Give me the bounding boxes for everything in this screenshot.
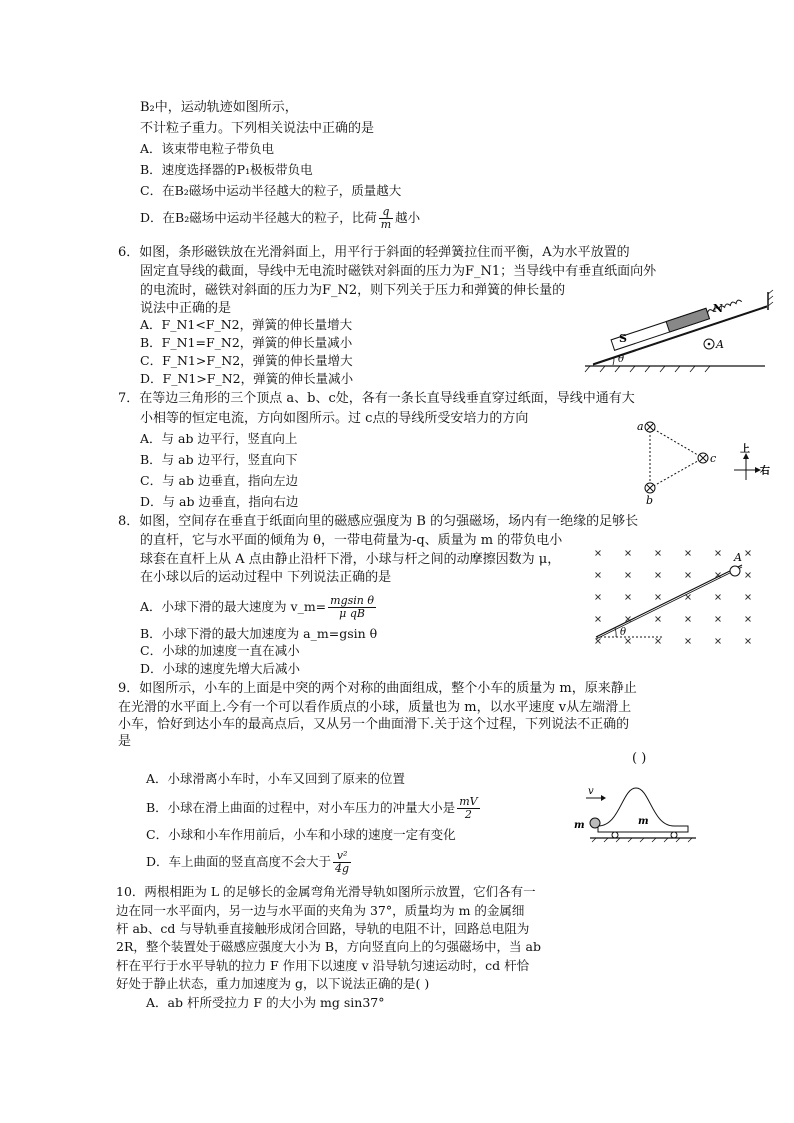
field-into-page-cross-icon xyxy=(656,617,661,622)
field-into-page-cross-icon xyxy=(716,639,721,644)
q5-charge-mass-fraction: $\frac{q}{m}$ xyxy=(380,205,392,231)
q9-height-fraction: $\frac{\text{v²}}{4g}$ xyxy=(335,849,350,875)
q7-fig-label-c: c xyxy=(710,452,717,465)
q7-figure-triangle xyxy=(634,418,784,508)
q6-fig-label-a: A xyxy=(716,338,724,351)
field-into-page-cross-icon xyxy=(746,595,751,600)
field-into-page-cross-icon xyxy=(686,617,691,622)
q10-line2: 边在同一水平面内，另一边与水平面的夹角为 37°，质量均为 m 的金属细 xyxy=(116,903,525,918)
q7-option-a: A．与 ab 边平行，竖直向上 xyxy=(140,431,298,446)
q6-line1: 6．如图，条形磁铁放在光滑斜面上，用平行于斜面的轻弹簧拉住而平衡，A为水平放置的 xyxy=(118,245,630,260)
q7-fig-label-b: b xyxy=(646,494,654,507)
q9-option-c: C．小球和小车作用前后，小车和小球的速度一定有变化 xyxy=(146,827,456,842)
q9-line2: 在光滑的水平面上.今有一个可以看作质点的小球，质量也为 m，以水平速度 v从左端滑上 xyxy=(118,700,632,715)
q7-option-d: D．与 ab 边垂直，指向右边 xyxy=(140,494,299,509)
q10-line4: 2R，整个装置处于磁感应强度大小为 B，方向竖直向上的匀强磁场中，当 ab xyxy=(116,939,541,954)
q8-line3: 球套在直杆上从 A 点由静止沿杆下滑，小球与杆之间的动摩擦因数为 μ， xyxy=(140,552,561,567)
q9-fig-label-m-ball: m xyxy=(574,820,585,831)
q8-option-d: D．小球的速度先增大后减小 xyxy=(140,661,301,676)
q10-line3: 杆 ab、cd 与导轨垂直接触形成闭合回路，导轨的电阻不计，回路总电阻为 xyxy=(116,921,530,936)
q7-line1: 7．在等边三角形的三个顶点 a、b、c处，各有一条长直导线垂直穿过纸面，导线中通有大 xyxy=(118,391,635,406)
q7-line2: 小相等的恒定电流，方向如图所示。过 c点的导线所受安培力的方向 xyxy=(140,411,529,426)
q5-option-b: B．速度选择器的P₁极板带负电 xyxy=(140,162,313,177)
q9-impulse-fraction: $\frac{mV}{2}$ xyxy=(459,795,478,821)
field-into-page-cross-icon xyxy=(626,551,631,556)
q6-option-a: A．F_N1<F_N2，弹簧的伸长量增大 xyxy=(140,317,353,332)
q9-option-d xyxy=(146,850,353,875)
q6-option-b: B．F_N1=F_N2，弹簧的伸长量减小 xyxy=(140,335,353,350)
q7-fig-label-a: a xyxy=(637,420,644,433)
q9-option-b xyxy=(146,796,482,821)
q9-line4: 是 xyxy=(118,734,132,749)
q6-option-c: C．F_N1>F_N2，弹簧的伸长量增大 xyxy=(140,353,353,368)
field-into-page-cross-icon xyxy=(596,617,601,622)
field-into-page-cross-icon xyxy=(716,551,721,556)
q5-option-d-suffix: 越小 xyxy=(395,210,421,225)
q6-line2: 固定直导线的截面，导线中无电流时磁铁对斜面的压力为F_N1；当导线中有垂直纸面向外 xyxy=(140,264,657,279)
q8-option-a xyxy=(140,595,378,620)
field-into-page-cross-icon xyxy=(746,617,751,622)
field-into-page-cross-icon xyxy=(686,595,691,600)
q8-option-a-text: A．小球下滑的最大速度为 v_m= xyxy=(140,599,327,614)
q6-option-d: D．F_N1>F_N2，弹簧的伸长量减小 xyxy=(140,371,354,386)
q10-line5: 杆在平行于水平导轨的拉力 F 作用下以速度 v 沿导轨匀速运动时，cd 杆恰 xyxy=(116,958,530,973)
q9-option-d-text: D．车上曲面的竖直高度不会大于 xyxy=(146,854,332,869)
q5-option-d-text: D．在B₂磁场中运动半径越大的粒子，比荷 xyxy=(140,210,377,225)
q6-line4: 说法中正确的是 xyxy=(140,301,232,316)
q8-line4: 在小球以后的运动过程中 下列说法正确的是 xyxy=(140,570,392,585)
q7-option-b: B．与 ab 边平行，竖直向下 xyxy=(140,452,298,467)
field-into-page-cross-icon xyxy=(596,573,601,578)
field-into-page-cross-icon xyxy=(686,551,691,556)
field-into-page-cross-icon xyxy=(626,639,631,644)
q9-line3: 小车，恰好到达小车的最高点后，又从另一个曲面滑下.关于这个过程，下列说法不正确的 xyxy=(118,717,630,732)
q8-line1: 8．如图，空间存在垂直于纸面向里的磁感应强度为 B 的匀强磁场，场内有一绝缘的足够长 xyxy=(118,514,639,529)
field-into-page-cross-icon xyxy=(746,573,751,578)
field-into-page-cross-icon xyxy=(746,551,751,556)
q8-fig-label-theta: θ xyxy=(620,627,627,638)
q10-line1: 10．两根相距为 L 的足够长的金属弯角光滑导轨如图所示放置，它们各有一 xyxy=(116,884,536,899)
q5-option-c: C．在B₂磁场中运动半径越大的粒子，质量越大 xyxy=(140,183,402,198)
field-into-page-cross-icon xyxy=(626,573,631,578)
q5-line1: B₂中，运动轨迹如图所示， xyxy=(140,100,298,115)
q6-figure-magnet-incline xyxy=(585,288,785,372)
field-into-page-cross-icon xyxy=(656,551,661,556)
q10-option-a: A．ab 杆所受拉力 F 的大小为 mg sin37° xyxy=(146,995,385,1010)
q7-direction-axes-icon xyxy=(734,453,761,480)
field-into-page-cross-icon xyxy=(596,551,601,556)
field-into-page-cross-icon xyxy=(746,639,751,644)
q9-option-a: A．小球滑离小车时，小车又回到了原来的位置 xyxy=(146,771,406,786)
q10-line6: 好处于静止状态，重力加速度为 g，以下说法正确的是( ) xyxy=(116,976,430,991)
q9-ball-icon xyxy=(590,818,600,828)
q6-fig-label-theta: θ xyxy=(618,354,625,365)
q8-option-b: B．小球下滑的最大加速度为 a_m=gsin θ xyxy=(140,626,378,641)
q9-answer-paren: ( ) xyxy=(632,751,647,766)
q5-line2: 不计粒子重力。下列相关说法中正确的是 xyxy=(140,121,375,136)
field-into-page-cross-icon xyxy=(686,573,691,578)
q6-line3: 的电流时，磁铁对斜面的压力为F_N2，则下列关于压力和弹簧的伸长量的 xyxy=(140,283,566,298)
q6-fig-label-s: S xyxy=(619,332,627,345)
q6-fig-label-n: N xyxy=(713,302,724,315)
q8-max-velocity-fraction: $\frac{\text{mgsin θ}}{\text{μ qB}}$ xyxy=(330,594,374,620)
q5-option-a: A．该束带电粒子带负电 xyxy=(140,141,275,156)
q5-option-d xyxy=(140,206,420,231)
q9-fig-label-v: v xyxy=(588,786,594,797)
field-into-page-cross-icon xyxy=(656,573,661,578)
q9-line1: 9．如图所示，小车的上面是中突的两个对称的曲面组成，整个小车的质量为 m，原来静止 xyxy=(118,681,637,696)
q8-fig-label-a: A xyxy=(734,551,742,564)
q7-option-c: C．与 ab 边垂直，指向左边 xyxy=(140,473,298,488)
field-into-page-cross-icon xyxy=(626,595,631,600)
q8-ball-icon xyxy=(730,566,740,576)
q9-fig-label-m-cart: m xyxy=(638,816,649,827)
field-into-page-cross-icon xyxy=(596,595,601,600)
field-into-page-cross-icon xyxy=(656,595,661,600)
q8-line2: 的直杆，它与水平面的倾角为 θ，一带电荷量为-q、质量为 m 的带负电小 xyxy=(140,533,563,548)
q7-fig-label-up: 上 xyxy=(740,444,750,455)
q8-figure-rod-in-field xyxy=(590,543,790,643)
field-into-page-cross-icon xyxy=(656,639,661,644)
q9-option-b-text: B．小球在滑上曲面的过程中，对小车压力的冲量大小是 xyxy=(146,800,456,815)
q9-figure-cart xyxy=(570,782,700,842)
q7-fig-label-right: 右 xyxy=(760,466,770,477)
field-into-page-cross-icon xyxy=(716,617,721,622)
field-into-page-cross-icon xyxy=(716,595,721,600)
field-into-page-cross-icon xyxy=(686,639,691,644)
q8-option-c: C．小球的加速度一直在减小 xyxy=(140,643,300,658)
